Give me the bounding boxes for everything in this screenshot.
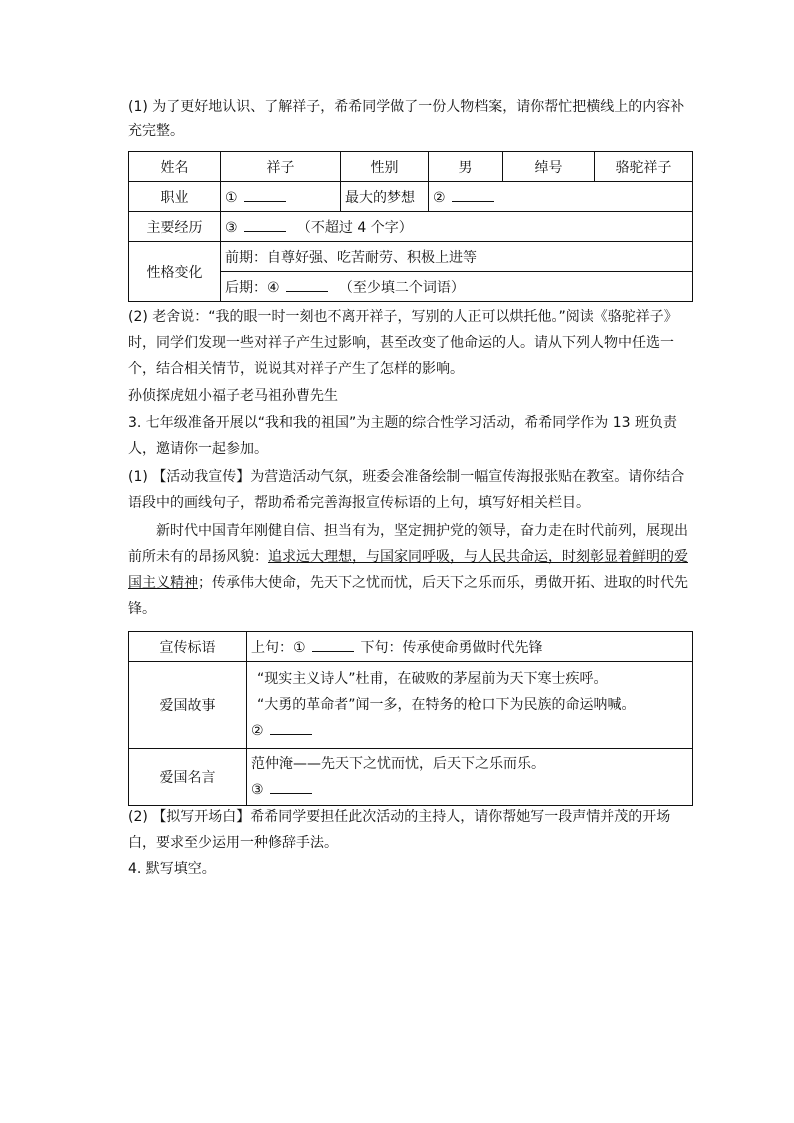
personality-late-prefix: 后期：④: [225, 279, 280, 296]
quote-label: 爱国名言: [129, 749, 247, 806]
slogan-lower: 下句：传承使命勇做时代先锋: [360, 639, 543, 656]
story-label: 爱国故事: [129, 662, 247, 749]
job-label: 职业: [129, 182, 221, 212]
q3-intro: 3. 七年级准备开展以“我和我的祖国”为主题的综合性学习活动，希希同学作为 13 班负责人，邀请你一起参加。: [128, 415, 678, 457]
story-3: ②: [251, 723, 264, 739]
dream-value: ②: [433, 190, 446, 206]
experience-blank[interactable]: [244, 217, 286, 232]
personality-label: 性格变化: [129, 242, 221, 302]
story-2: “大勇的革命者”闻一多，在特务的枪口下为民族的命运呐喊。: [257, 697, 636, 713]
q2-sub1-text: (1) 为了更好地认识、了解祥子，希希同学做了一份人物档案，请你帮忙把横线上的内容补充完整。: [128, 99, 685, 139]
character-profile-table: [128, 151, 693, 302]
experience-note: （不超过 4 个字）: [296, 219, 413, 236]
job-blank[interactable]: [244, 187, 286, 202]
q2-sub2-text: (2) 老舍说：“我的眼一时一刻也不离开祥子，写别的人正可以烘托他。”阅读《骆驼祥子》时，同学们发现一些对祥子产生过影响，甚至改变了他命运的人。请从下列人物中任选一个，结合相关情节，说说其对祥子产生了怎样的影响。: [128, 309, 678, 377]
q3-sub1-text: (1) 【活动我宣传】为营造活动气氛，班委会准备绘制一幅宣传海报张贴在教室。请你结合语段中的画线句子，帮助希希完善海报宣传标语的上句，填写好相关栏目。: [128, 469, 685, 511]
quote-blank[interactable]: [270, 779, 312, 794]
dream-label: 最大的梦想: [341, 182, 429, 212]
dream-cell: [429, 182, 693, 212]
experience-value: ③: [225, 219, 238, 236]
quote-1: 范仲淹——先天下之忧而忧，后天下之乐而乐。: [251, 756, 545, 772]
nickname-value: 骆驼祥子: [595, 152, 693, 182]
experience-label: 主要经历: [129, 212, 221, 242]
name-value: 祥子: [221, 152, 341, 182]
slogan-upper: 上句：①: [251, 639, 306, 656]
story-blank[interactable]: [270, 720, 312, 735]
slogan-label: 宣传标语: [129, 632, 247, 662]
story-3-cell: [251, 718, 688, 744]
slogan-blank[interactable]: [312, 637, 354, 652]
job-cell: [221, 182, 341, 212]
q4-intro: 4. 默写填空。: [128, 861, 216, 877]
story-1: “现实主义诗人”杜甫，在破败的茅屋前为天下寒士疾呼。: [257, 671, 608, 687]
passage-part-b: ；传承伟大使命，先天下之忧而忧，后天下之乐而乐，勇做开拓、进取的时代先锋。: [128, 575, 688, 617]
gender-value: 男: [429, 152, 503, 182]
passage-underlined: 追求远大理想，与国家同呼吸，与人民共命运，时刻彰显着鲜明的爱国主义精神: [128, 549, 688, 591]
q3-sub2-text: (2) 【拟写开场白】希希同学要担任此次活动的主持人，请你帮她写一段声情并茂的开场白，要求至少运用一种修辞手法。: [128, 809, 671, 851]
name-label: 姓名: [129, 152, 221, 182]
quote-cell: [247, 749, 693, 806]
story-cell: [247, 662, 693, 749]
passage-part-a: 新时代中国青年刚健自信、担当有为，坚定拥护党的领导，奋力走在时代前列，展现出前所未有的昂扬风貌：: [128, 523, 688, 565]
character-options: 孙侦探虎妞小福子老马祖孙曹先生: [128, 388, 338, 404]
quote-2-cell: [251, 777, 688, 803]
job-value: ①: [225, 190, 238, 206]
quote-2: ③: [251, 782, 264, 798]
experience-cell: [221, 212, 693, 242]
poster-table: [128, 631, 693, 806]
personality-late-blank[interactable]: [286, 277, 328, 292]
gender-label: 性别: [341, 152, 429, 182]
nickname-label: 绰号: [503, 152, 595, 182]
personality-early: 前期：自尊好强、吃苦耐劳、积极上进等: [221, 242, 693, 272]
q3-passage: [128, 518, 694, 622]
personality-late-cell: [221, 272, 693, 302]
personality-late-note: （至少填二个词语）: [338, 279, 465, 296]
dream-blank[interactable]: [452, 187, 494, 202]
slogan-cell: [247, 632, 693, 662]
